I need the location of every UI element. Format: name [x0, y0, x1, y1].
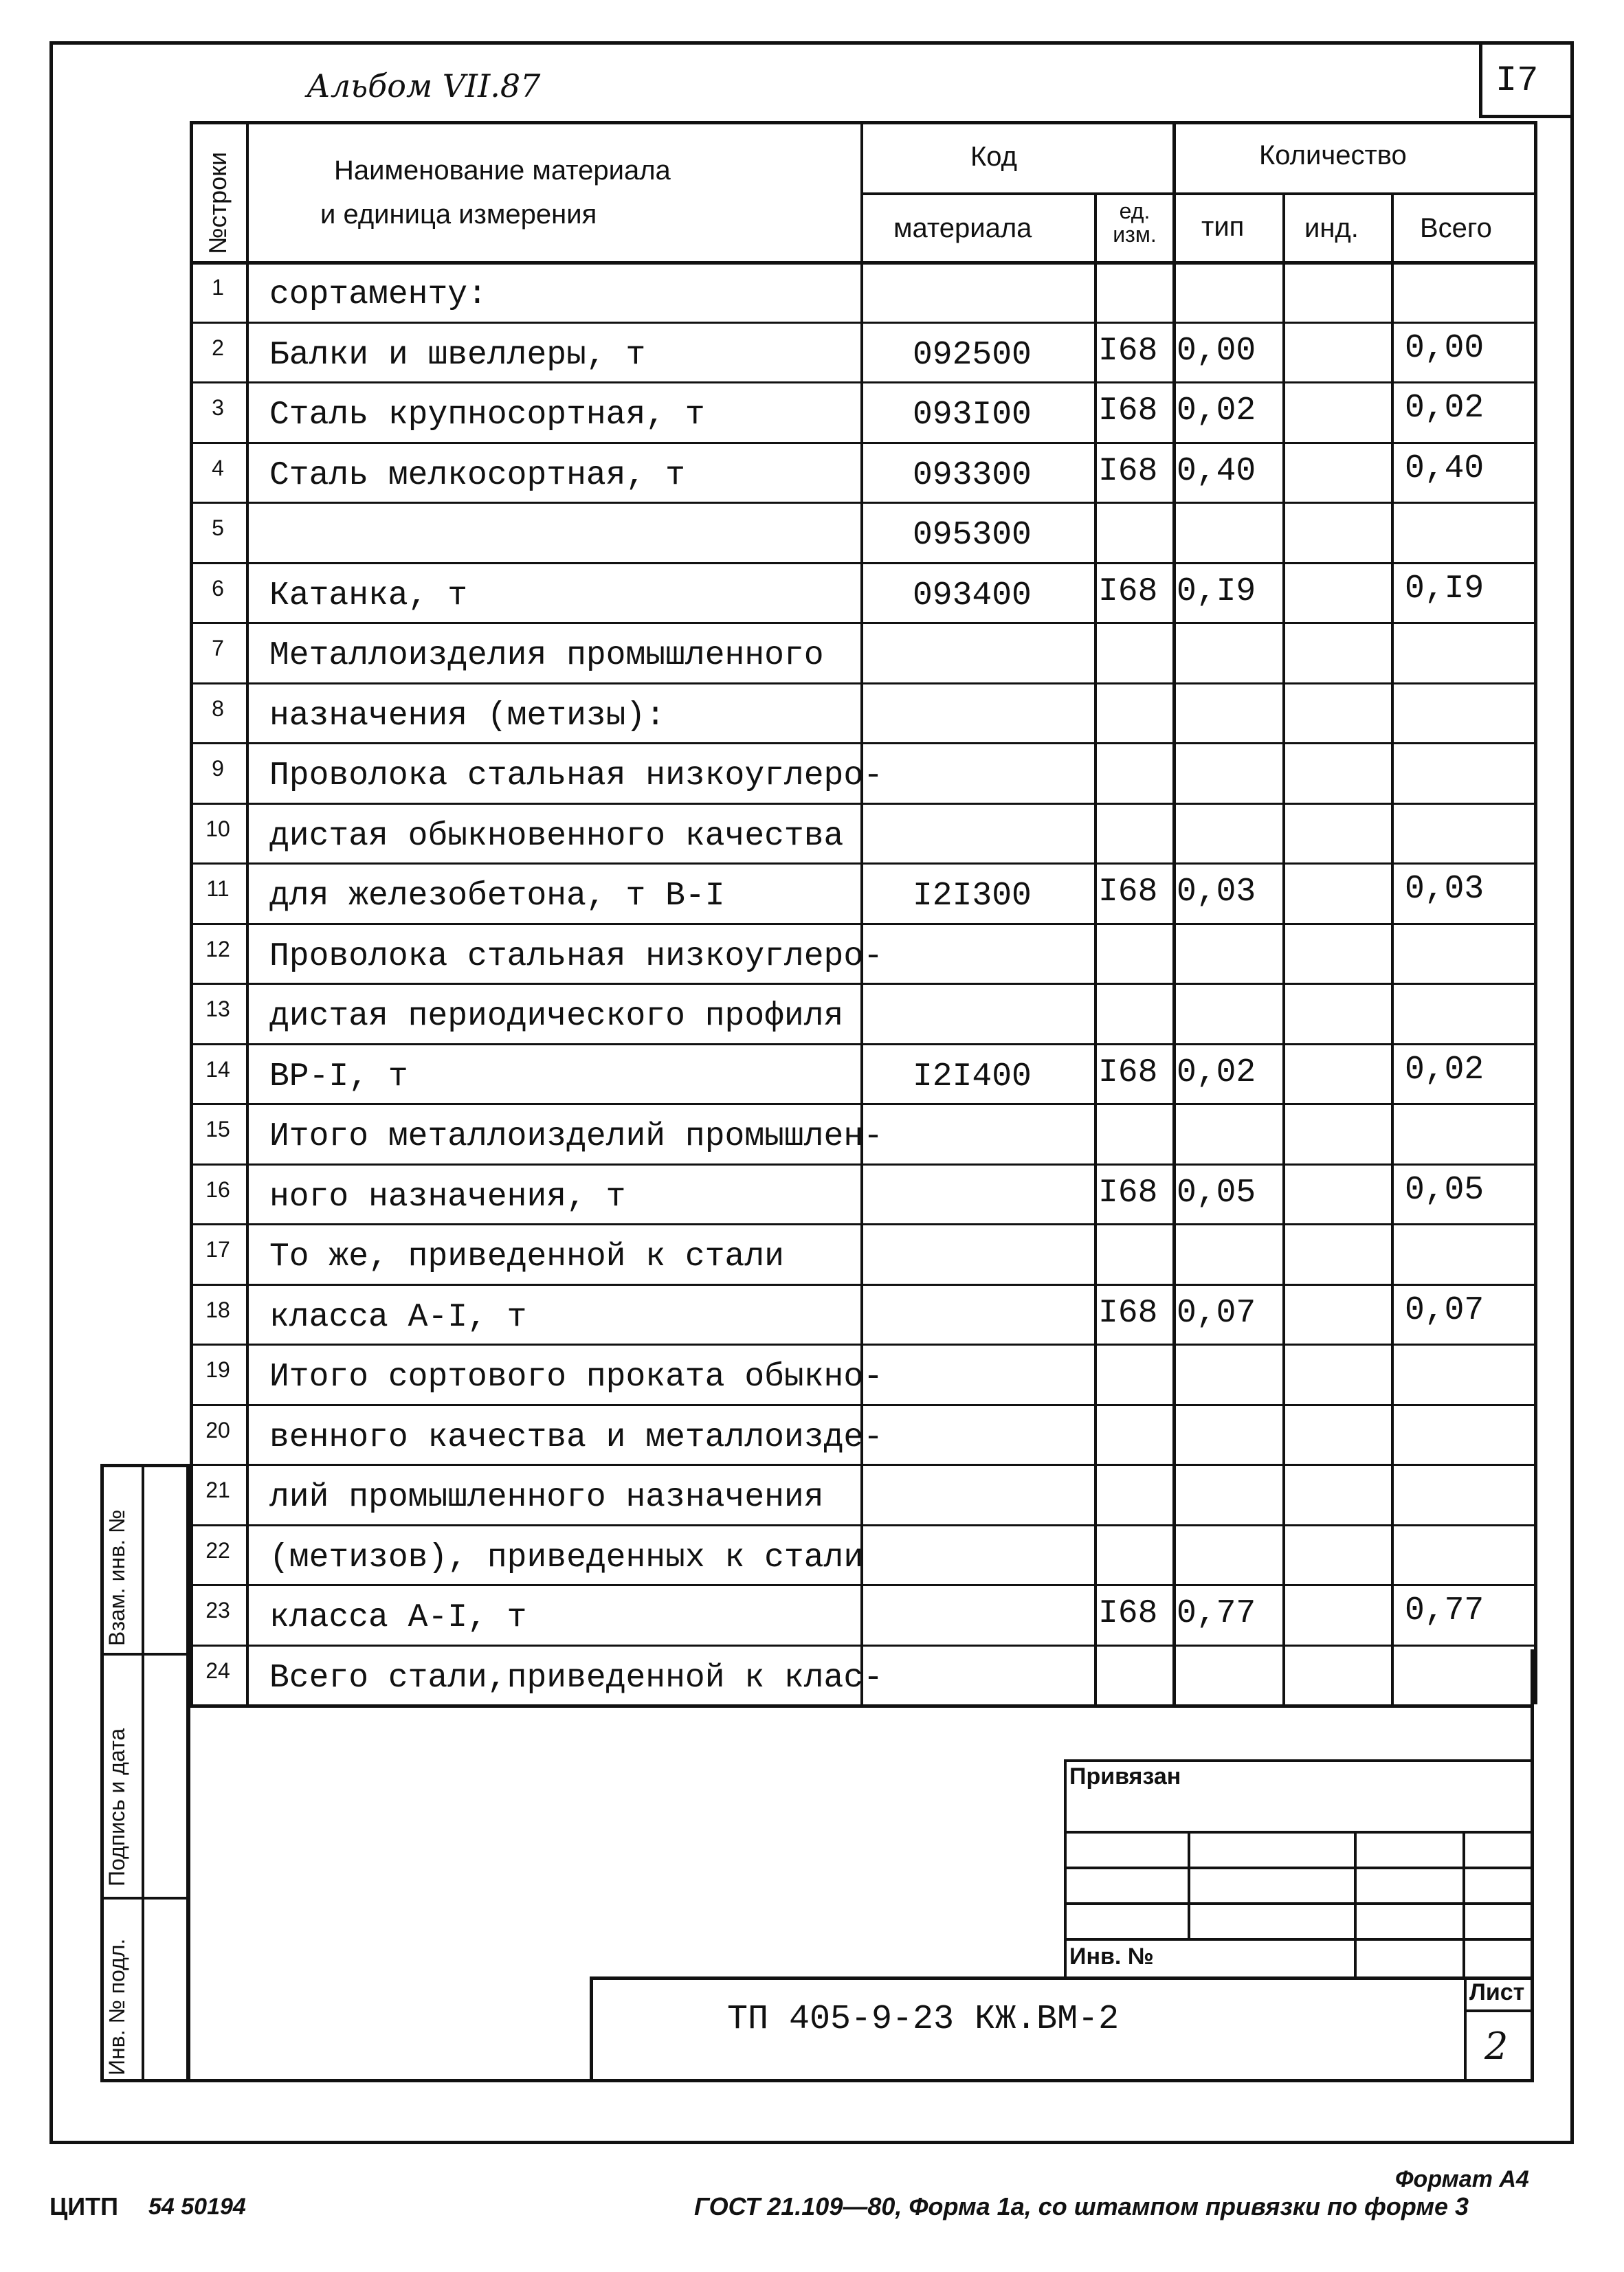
qty-total: 0,02 — [1405, 1051, 1484, 1089]
qty-type: 0,00 — [1177, 332, 1256, 370]
row-number: 17 — [205, 1237, 230, 1262]
podpis-data-label: Подпись и дата — [104, 1728, 129, 1886]
row-rule — [190, 502, 1534, 504]
header-split — [860, 192, 1534, 195]
row-rule — [190, 742, 1534, 744]
row-rule — [190, 1404, 1534, 1406]
row-number: 7 — [212, 636, 224, 660]
row-number: 1 — [212, 275, 224, 300]
material-name: венного качества и металлоизде- — [269, 1418, 883, 1456]
row-rule — [190, 1524, 1534, 1526]
row-rule — [190, 1163, 1534, 1166]
col-rule — [860, 121, 863, 1704]
row-number: 6 — [212, 575, 224, 601]
row-number: 24 — [205, 1658, 230, 1683]
material-name: дистая обыкновенного качества — [269, 817, 844, 855]
row-rule — [190, 1043, 1534, 1045]
material-name: Итого металлоизделий промышлен- — [269, 1118, 883, 1155]
unit-code: I68 — [1098, 452, 1158, 490]
quantity-header: Количество — [1259, 140, 1407, 170]
col-rule — [246, 121, 249, 1704]
row-number: 18 — [205, 1297, 230, 1322]
material-name: лий промышленного назначения — [269, 1479, 824, 1516]
row-rule — [190, 322, 1534, 324]
qty-type: 0,02 — [1177, 1054, 1256, 1091]
org-label: ЦИТП — [49, 2192, 119, 2220]
material-name: класса А-I, т — [269, 1298, 527, 1336]
row-number: 9 — [212, 756, 224, 781]
material-name: ВР-I, т — [269, 1058, 408, 1095]
unit-code: I68 — [1098, 392, 1158, 430]
row-number: 8 — [212, 695, 224, 721]
unit-code: I68 — [1098, 1054, 1158, 1091]
name-header-line1: Наименование материала — [334, 155, 671, 186]
col-rule — [1172, 121, 1176, 1704]
sheet-label: Лист — [1469, 1979, 1525, 2005]
row-number: 5 — [212, 515, 224, 540]
material-code: 095300 — [913, 517, 1032, 554]
row-number: 2 — [212, 335, 224, 360]
material-name: Проволока стальная низкоуглеро- — [269, 937, 883, 975]
row-rule — [190, 803, 1534, 805]
row-number: 14 — [205, 1056, 230, 1082]
row-rule — [190, 1645, 1534, 1647]
row-rule — [190, 923, 1534, 925]
material-name: сортаменту: — [269, 276, 487, 313]
col-rule — [1391, 192, 1394, 1704]
format-label: Формат А4 — [1395, 2166, 1529, 2192]
material-name: Всего стали,приведенной к клас- — [269, 1659, 883, 1697]
name-header-line2: и единица измерения — [320, 199, 597, 230]
privyazan-label: Привязан — [1069, 1763, 1181, 1790]
row-number: 4 — [212, 455, 224, 480]
material-name: (метизов), приведенных к стали — [269, 1539, 864, 1577]
row-number: 12 — [205, 936, 230, 961]
qty-total: 0,00 — [1405, 329, 1484, 367]
material-name: То же, приведенной к стали — [269, 1238, 784, 1276]
inv-podl-label: Инв. № подл. — [104, 1938, 129, 2075]
unit-code: I68 — [1098, 1174, 1158, 1212]
material-name: Итого сортового проката обыкно- — [269, 1359, 883, 1396]
material-code: 093I00 — [913, 397, 1032, 434]
row-number: 13 — [205, 996, 230, 1021]
order-number: 54 50194 — [148, 2194, 246, 2220]
qty-type-header: тип — [1201, 212, 1245, 242]
material-name: назначения (метизы): — [269, 697, 666, 735]
row-rule — [190, 1223, 1534, 1225]
col-rule — [190, 121, 193, 1704]
qty-total-header: Всего — [1420, 213, 1492, 243]
row-rule — [190, 983, 1534, 985]
material-name: ного назначения, т — [269, 1178, 626, 1216]
row-rule — [190, 622, 1534, 624]
row-number: 10 — [205, 816, 230, 841]
page-number: I7 — [1495, 60, 1539, 101]
material-name: Проволока стальная низкоуглеро- — [269, 757, 883, 794]
material-code: 092500 — [913, 336, 1032, 374]
document-code: ТП 405-9-23 КЖ.ВМ-2 — [727, 2000, 1120, 2039]
qty-type: 0,07 — [1177, 1294, 1256, 1332]
row-number: 19 — [205, 1357, 230, 1382]
material-name: Металлоизделия промышленного — [269, 637, 824, 674]
qty-total: 0,40 — [1405, 449, 1484, 487]
row-rule — [190, 862, 1534, 865]
col-rule — [1282, 192, 1285, 1704]
code-material-header: материала — [893, 213, 1032, 243]
row-rule — [190, 1464, 1534, 1466]
qty-total: 0,I9 — [1405, 570, 1484, 608]
qty-type: 0,I9 — [1177, 572, 1256, 610]
qty-total: 0,05 — [1405, 1171, 1484, 1209]
row-rule — [190, 1103, 1534, 1105]
row-number: 11 — [206, 876, 230, 901]
unit-code: I68 — [1098, 1294, 1158, 1332]
sheet-number: 2 — [1484, 2025, 1509, 2068]
material-code: I2I400 — [913, 1058, 1032, 1095]
row-number: 3 — [212, 395, 224, 420]
row-rule — [190, 562, 1534, 564]
row-number: 16 — [205, 1177, 230, 1202]
col-rule — [1094, 192, 1097, 1704]
row-rule — [190, 381, 1534, 383]
row-number: 23 — [205, 1598, 230, 1623]
unit-code: I68 — [1098, 572, 1158, 610]
qty-type: 0,05 — [1177, 1174, 1256, 1212]
material-code: 093300 — [913, 456, 1032, 494]
row-number: 21 — [205, 1478, 230, 1502]
row-rule — [190, 1284, 1534, 1286]
material-name: Балки и швеллеры, т — [269, 336, 646, 374]
qty-total: 0,07 — [1405, 1291, 1484, 1329]
qty-type: 0,77 — [1177, 1595, 1256, 1632]
qty-type: 0,03 — [1177, 873, 1256, 911]
row-rule — [190, 1584, 1534, 1586]
material-name: Катанка, т — [269, 577, 468, 614]
material-code: I2I300 — [913, 878, 1032, 915]
qty-type: 0,40 — [1177, 452, 1256, 490]
inv-no-label: Инв. № — [1069, 1944, 1154, 1970]
material-code: 093400 — [913, 577, 1032, 614]
material-name: класса А-I, т — [269, 1599, 527, 1636]
row-number: 20 — [205, 1417, 230, 1443]
code-header: Код — [970, 142, 1018, 172]
material-name: Сталь мелкосортная, т — [269, 456, 685, 494]
material-name: для железобетона, т В-I — [269, 878, 725, 915]
row-rule — [190, 682, 1534, 684]
unit-code: I68 — [1098, 873, 1158, 911]
unit-code: I68 — [1098, 1595, 1158, 1632]
row-rule — [190, 1344, 1534, 1346]
vzam-inv-label: Взам. инв. № — [104, 1509, 129, 1646]
qty-type: 0,02 — [1177, 392, 1256, 430]
qty-total: 0,03 — [1405, 871, 1484, 908]
standard-label: ГОСТ 21.109—80, Форма 1а, со штампом привязки по форме 3 — [694, 2192, 1469, 2220]
album-label: Альбом VII.87 — [307, 67, 541, 104]
qty-total: 0,77 — [1405, 1592, 1484, 1629]
row-number-header: №строки — [203, 151, 232, 254]
row-number: 15 — [205, 1117, 230, 1141]
unit-code: I68 — [1098, 332, 1158, 370]
code-unit-header: ед. изм. — [1113, 199, 1157, 247]
material-name: дистая периодического профиля — [269, 998, 844, 1035]
qty-total: 0,02 — [1405, 390, 1484, 427]
row-number: 22 — [205, 1537, 230, 1563]
material-name: Сталь крупносортная, т — [269, 397, 705, 434]
row-rule — [190, 442, 1534, 444]
qty-ind-header: инд. — [1304, 213, 1359, 243]
col-rule — [1534, 121, 1537, 1704]
